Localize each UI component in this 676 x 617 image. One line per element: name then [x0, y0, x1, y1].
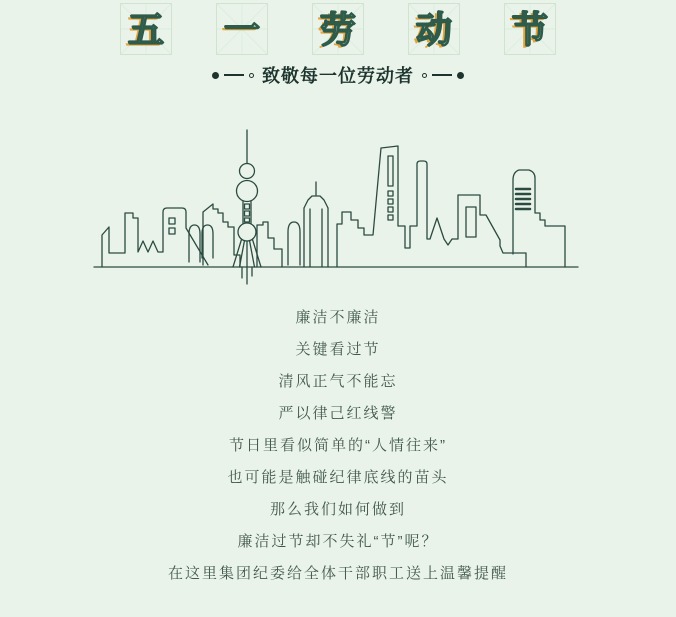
dot-icon [457, 72, 464, 79]
body-line: 清风正气不能忘 [278, 373, 398, 390]
body-line: 廉洁不廉洁 [295, 309, 381, 326]
title-char: 一 [223, 9, 260, 50]
body-line: 节日里看似简单的“人情往来” [229, 437, 447, 454]
title-char: 劳 [319, 9, 356, 50]
subtitle [0, 62, 676, 88]
body-line: 在这里集团纪委给全体干部职工送上温馨提醒 [167, 565, 508, 582]
title-grid-box [312, 3, 364, 55]
title-char: 五 [127, 9, 164, 50]
circle-icon [422, 73, 427, 78]
subtitle-text: 致敬每一位劳动者 [262, 66, 414, 86]
title-grid-box [504, 3, 556, 55]
title-grid-box [120, 3, 172, 55]
body-line: 也可能是触碰纪律底线的苗头 [227, 469, 449, 486]
body-line: 严以律己红线警 [278, 405, 398, 422]
title-grid-box [408, 3, 460, 55]
dash-icon [224, 74, 244, 77]
body-line: 廉洁过节却不失礼“节”呢？ [237, 533, 439, 550]
city-skyline-illustration [92, 128, 584, 290]
title-grid-box [216, 3, 268, 55]
body-line: 关键看过节 [295, 341, 381, 358]
title-row [0, 3, 676, 55]
skyline-paths [94, 130, 578, 284]
dash-icon [432, 74, 452, 77]
circle-icon [249, 73, 254, 78]
body-text [0, 302, 676, 590]
dot-icon [212, 72, 219, 79]
body-line: 那么我们如何做到 [269, 501, 406, 518]
title-char: 动 [415, 9, 452, 50]
title-char: 节 [511, 9, 548, 50]
